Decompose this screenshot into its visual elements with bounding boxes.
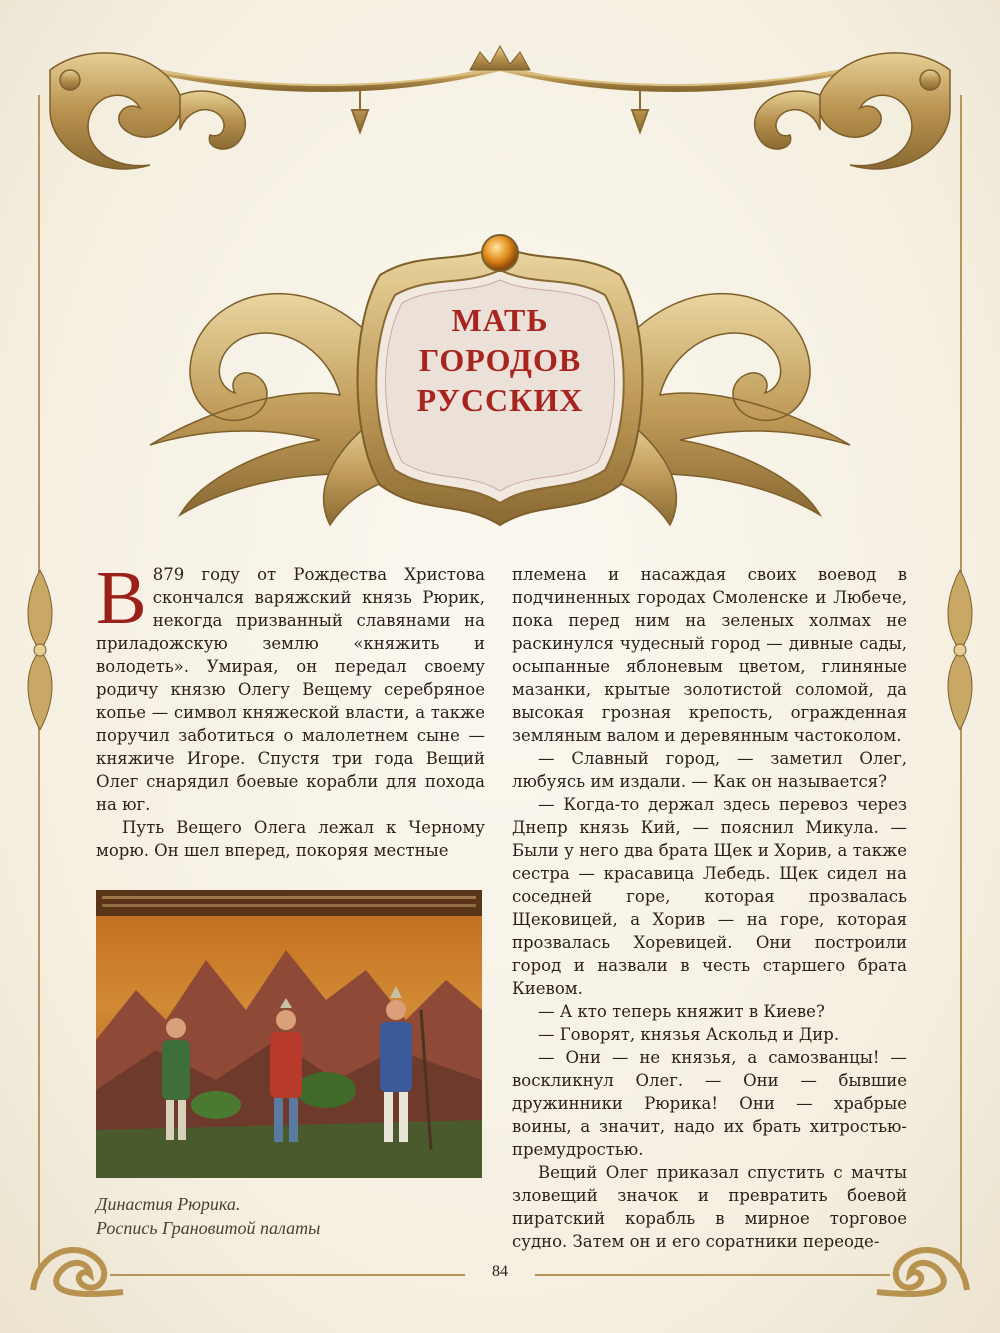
chapter-title-line-3: РУССКИХ bbox=[416, 382, 584, 418]
dialogue-paragraph: — А кто теперь княжит в Киеве? bbox=[538, 1002, 825, 1021]
caption-line-1: Династия Рюрика. bbox=[96, 1194, 241, 1214]
frame-line-bottom-right bbox=[535, 1274, 890, 1276]
chapter-title bbox=[380, 300, 620, 420]
left-side-ornament bbox=[22, 570, 58, 730]
bottom-left-ornament bbox=[28, 1230, 128, 1300]
paragraph: Вещий Олег приказал спустить с мачты зловещий значок и превратить боевой пиратский корабль в мирное торговое судно. Затем он и его соратники переоде- bbox=[512, 1163, 907, 1251]
chapter-title-line-2: ГОРОДОВ bbox=[418, 342, 582, 378]
painting-illustration bbox=[96, 890, 482, 1178]
paragraph: 879 году от Рождества Христова скончался варяжский князь Рюрик, некогда призванный славянами на приладожскую землю «княжить и володеть». Умирая, он передал своему родичу князю Олегу Вещему серебряное копье — символ княжеской власти, а также поручил заботиться о малолетнем сыне — княжиче Игоре. Спустя три года Вещий Олег снарядил боевые корабли для похода на юг. bbox=[96, 565, 485, 814]
dialogue-paragraph: — Они — не князья, а самозванцы! — воскликнул Олег. — Они — бывшие дружинники Рюрика! Они — храбрые воины, а значит, надо их брать хитростью-премудростью. bbox=[512, 1048, 907, 1159]
right-column bbox=[512, 563, 907, 1253]
frame-line-bottom-left bbox=[110, 1274, 465, 1276]
paragraph: племена и насаждая своих воевод в подчиненных городах Смоленске и Любече, пока перед ним на зеленых холмах не раскинулся чудесный город — дивные сады, осыпанные яблоневым цветом, глиняные мазанки, крытые золотистой соломой, да высокая грозная крепость, огражденная земляным валом и деревянным частоколом. bbox=[512, 565, 907, 745]
dialogue-paragraph: — Говорят, князья Аскольд и Дир. bbox=[538, 1025, 840, 1044]
top-ornament bbox=[30, 40, 970, 180]
painting-image bbox=[96, 890, 482, 1178]
right-side-ornament bbox=[942, 570, 978, 730]
drop-cap: В bbox=[96, 556, 147, 640]
figure-caption bbox=[96, 1192, 486, 1240]
paragraph: Путь Вещего Олега лежал к Черному морю. Он шел вперед, покоряя местные bbox=[96, 818, 485, 860]
left-column bbox=[96, 556, 485, 862]
dialogue-paragraph: — Когда-то держал здесь перевоз через Днепр князь Кий, — пояснил Микула. — Были у него два брата Щек и Хорив, а также сестра — красавица Лебедь. Щек сидел на соседней горе, которая прозвалась Щековицей, а Хорив — на горе, которая прозвалась Хоревицей. Они построили город и назвали в честь старшего брата Киевом. bbox=[512, 795, 907, 998]
chapter-title-line-1: МАТЬ bbox=[451, 302, 549, 338]
page-number: 84 bbox=[492, 1263, 508, 1280]
caption-line-2: Роспись Грановитой палаты bbox=[96, 1218, 321, 1238]
dialogue-paragraph: — Славный город, — заметил Олег, любуясь им издали. — Как он называется? bbox=[512, 749, 907, 791]
